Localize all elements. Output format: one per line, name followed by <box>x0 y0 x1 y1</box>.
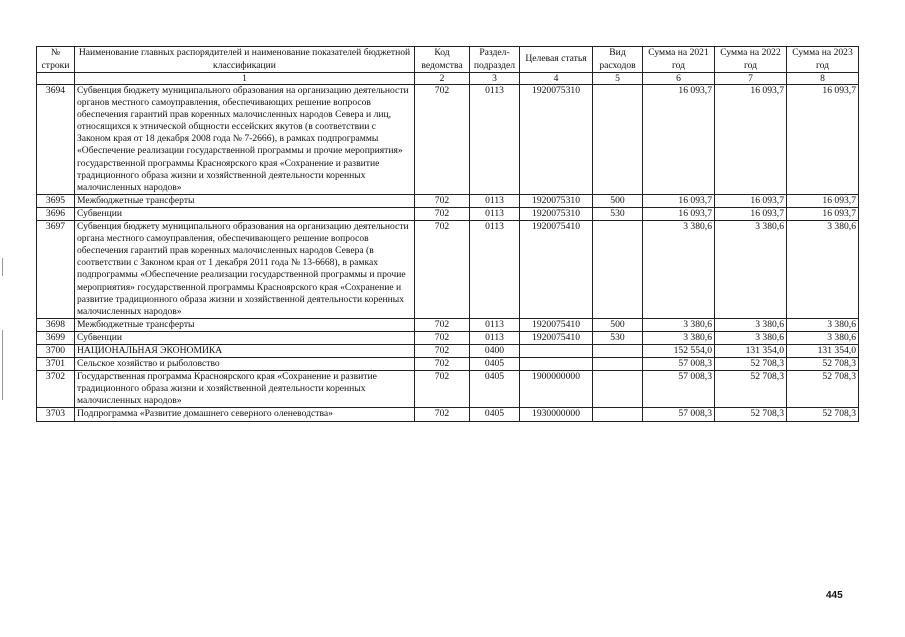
column-number: 1 <box>75 73 415 85</box>
sum-2021: 16 093,7 <box>643 194 715 207</box>
dept-code: 702 <box>415 221 470 319</box>
row-name: Подпрограмма «Развитие домашнего северного оленеводства» <box>75 408 415 421</box>
sum-2022: 3 380,6 <box>715 221 787 319</box>
sum-2023: 16 093,7 <box>787 85 859 195</box>
sum-2022: 52 708,3 <box>715 371 787 408</box>
table-body <box>37 85 859 422</box>
sum-2021: 57 008,3 <box>643 358 715 371</box>
column-number: 6 <box>643 73 715 85</box>
target-code: 1920075310 <box>520 207 593 220</box>
row-number: 3697 <box>37 221 75 319</box>
row-number: 3701 <box>37 358 75 371</box>
expense-type <box>593 221 643 319</box>
section-code: 0400 <box>470 344 520 357</box>
expense-type: 500 <box>593 318 643 331</box>
sum-2023: 16 093,7 <box>787 207 859 220</box>
sum-2022: 131 354,0 <box>715 344 787 357</box>
row-number: 3700 <box>37 344 75 357</box>
row-name: Сельское хозяйство и рыболовство <box>75 358 415 371</box>
table-header <box>37 47 859 85</box>
table-row <box>37 85 859 195</box>
table-row <box>37 207 859 220</box>
section-code: 0113 <box>470 207 520 220</box>
dept-code: 702 <box>415 358 470 371</box>
sum-2023: 131 354,0 <box>787 344 859 357</box>
expense-type <box>593 344 643 357</box>
sum-2021: 57 008,3 <box>643 408 715 421</box>
budget-table <box>36 46 859 422</box>
header-section: Раздел-подраздел <box>470 47 520 73</box>
table-row <box>37 318 859 331</box>
target-code <box>520 344 593 357</box>
expense-type <box>593 85 643 195</box>
header-name: Наименование главных распорядителей и наименование показателей бюджетной классификации <box>75 47 415 73</box>
target-code: 1920075410 <box>520 318 593 331</box>
expense-type <box>593 408 643 421</box>
scan-artifact <box>2 258 3 276</box>
section-code: 0113 <box>470 318 520 331</box>
sum-2023: 52 708,3 <box>787 371 859 408</box>
table-row <box>37 371 859 408</box>
target-code: 1920075310 <box>520 194 593 207</box>
sum-2022: 52 708,3 <box>715 358 787 371</box>
expense-type: 500 <box>593 194 643 207</box>
column-number-row <box>37 73 859 85</box>
row-name: Субвенции <box>75 331 415 344</box>
sum-2022: 3 380,6 <box>715 318 787 331</box>
sum-2023: 3 380,6 <box>787 221 859 319</box>
sum-2022: 16 093,7 <box>715 85 787 195</box>
row-name: Субвенции <box>75 207 415 220</box>
header-sum-2023: Сумма на 2023 год <box>787 47 859 73</box>
sum-2023: 3 380,6 <box>787 318 859 331</box>
header-dept-code: Код ведомства <box>415 47 470 73</box>
sum-2022: 52 708,3 <box>715 408 787 421</box>
row-number: 3702 <box>37 371 75 408</box>
row-name: НАЦИОНАЛЬНАЯ ЭКОНОМИКА <box>75 344 415 357</box>
table-row <box>37 344 859 357</box>
header-sum-2022: Сумма на 2022 год <box>715 47 787 73</box>
target-code: 1930000000 <box>520 408 593 421</box>
target-code <box>520 358 593 371</box>
sum-2023: 16 093,7 <box>787 194 859 207</box>
dept-code: 702 <box>415 331 470 344</box>
target-code: 1920075410 <box>520 331 593 344</box>
row-number: 3696 <box>37 207 75 220</box>
row-number: 3698 <box>37 318 75 331</box>
dept-code: 702 <box>415 85 470 195</box>
page-number: 445 <box>826 590 843 601</box>
sum-2022: 3 380,6 <box>715 331 787 344</box>
sum-2023: 52 708,3 <box>787 358 859 371</box>
sum-2021: 16 093,7 <box>643 207 715 220</box>
sum-2022: 16 093,7 <box>715 194 787 207</box>
table-row <box>37 408 859 421</box>
header-row-no: № строки <box>37 47 75 73</box>
dept-code: 702 <box>415 408 470 421</box>
sum-2021: 152 554,0 <box>643 344 715 357</box>
row-number: 3703 <box>37 408 75 421</box>
dept-code: 702 <box>415 344 470 357</box>
section-code: 0113 <box>470 85 520 195</box>
target-code: 1920075310 <box>520 85 593 195</box>
section-code: 0405 <box>470 358 520 371</box>
row-number: 3695 <box>37 194 75 207</box>
row-name: Государственная программа Красноярского края «Сохранение и развитие традиционного образа жизни и хозяйственной деятельности коренных малочисленных народов» <box>75 371 415 408</box>
table-row <box>37 221 859 319</box>
sum-2022: 16 093,7 <box>715 207 787 220</box>
section-code: 0113 <box>470 194 520 207</box>
header-expense-type: Вид расходов <box>593 47 643 73</box>
section-code: 0113 <box>470 331 520 344</box>
section-code: 0113 <box>470 221 520 319</box>
row-number: 3694 <box>37 85 75 195</box>
column-number: 4 <box>520 73 593 85</box>
section-code: 0405 <box>470 408 520 421</box>
table-row <box>37 358 859 371</box>
sum-2021: 57 008,3 <box>643 371 715 408</box>
dept-code: 702 <box>415 194 470 207</box>
column-number: 7 <box>715 73 787 85</box>
section-code: 0405 <box>470 371 520 408</box>
row-number: 3699 <box>37 331 75 344</box>
row-name: Межбюджетные трансферты <box>75 318 415 331</box>
scan-artifact <box>2 330 3 400</box>
expense-type: 530 <box>593 331 643 344</box>
expense-type <box>593 358 643 371</box>
target-code: 1900000000 <box>520 371 593 408</box>
header-sum-2021: Сумма на 2021 год <box>643 47 715 73</box>
header-target: Целевая статья <box>520 47 593 73</box>
sum-2021: 3 380,6 <box>643 331 715 344</box>
sum-2021: 3 380,6 <box>643 318 715 331</box>
column-number: 3 <box>470 73 520 85</box>
sum-2021: 16 093,7 <box>643 85 715 195</box>
column-number-empty <box>37 73 75 85</box>
column-number: 5 <box>593 73 643 85</box>
expense-type <box>593 371 643 408</box>
table-row <box>37 194 859 207</box>
row-name: Субвенция бюджету муниципального образования на организацию деятельности органа местного самоуправления, обеспечивающего решение вопросов обеспечения гарантий прав коренных малочисленных народов Севера (в соответствии с Законом края от 1 декабря 2011 года № 13-6668), в рамках подпрограммы «Обеспечение реализации государственной программы и прочие мероприятия» государственной программы Красноярского края «Сохранение и развитие традиционного образа жизни и хозяйственной деятельности коренных малочисленных народов» <box>75 221 415 319</box>
dept-code: 702 <box>415 371 470 408</box>
sum-2021: 3 380,6 <box>643 221 715 319</box>
target-code: 1920075410 <box>520 221 593 319</box>
sum-2023: 52 708,3 <box>787 408 859 421</box>
sum-2023: 3 380,6 <box>787 331 859 344</box>
table-row <box>37 331 859 344</box>
expense-type: 530 <box>593 207 643 220</box>
column-number: 2 <box>415 73 470 85</box>
dept-code: 702 <box>415 207 470 220</box>
column-number: 8 <box>787 73 859 85</box>
row-name: Субвенция бюджету муниципального образования на организацию деятельности органов местного самоуправления, обеспечивающих решение вопросов обеспечения гарантий прав коренных малочисленных народов Севера и лиц, относящихся к этнической общности ессейских якутов (в соответствии с Законом края от 18 декабря 2008 года № 7-2666), в рамках подпрограммы «Обеспечение реализации государственной программы и прочие мероприятия» государственной программы Красноярского края «Сохранение и развитие традиционного образа жизни и хозяйственной деятельности коренных малочисленных народов» <box>75 85 415 195</box>
dept-code: 702 <box>415 318 470 331</box>
row-name: Межбюджетные трансферты <box>75 194 415 207</box>
